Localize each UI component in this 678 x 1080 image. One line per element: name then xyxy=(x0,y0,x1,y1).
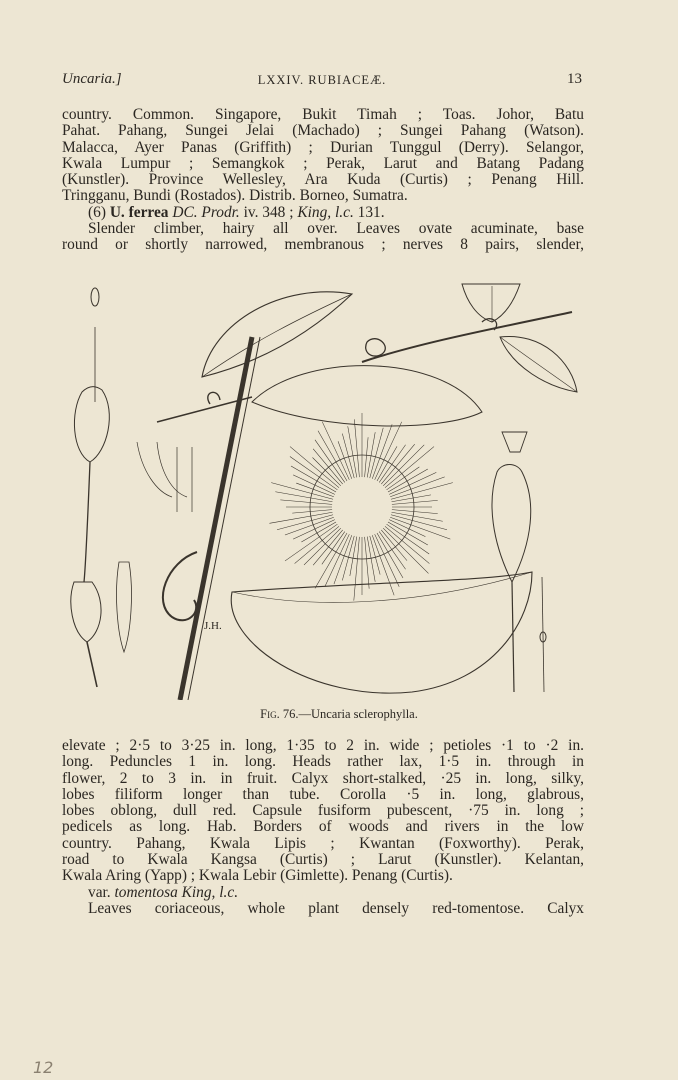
variety-name: tomentosa King, l.c. xyxy=(114,883,239,901)
figure-caption xyxy=(0,707,678,722)
text-line: Kwala Aring (Yapp) ; Kwala Lebir (Gimlette). Penang (Curtis). xyxy=(62,867,453,885)
text-line: pedicels as long. Hab. Borders of woods and rivers in the low xyxy=(62,818,584,836)
text-line: elevate ; 2·5 to 3·25 in. long, 1·35 to 2 in. wide ; petioles ·1 to ·2 in. xyxy=(62,737,584,754)
species-king-page: 131. xyxy=(353,203,385,221)
species-ref: iv. 348 ; xyxy=(239,203,298,221)
margin-note: 12 xyxy=(33,1058,54,1077)
text-line: Slender climber, hairy all over. Leaves ovate acuminate, base xyxy=(88,220,584,238)
variety-label: var. xyxy=(88,883,115,901)
figure-caption-text: —Uncaria sclerophylla. xyxy=(298,707,418,721)
bottom-text-block xyxy=(62,738,584,917)
text-line: long. Peduncles 1 in. long. Heads rather lax, 1·5 in. through in xyxy=(62,753,584,771)
running-header xyxy=(62,71,582,91)
page-number: 13 xyxy=(567,71,582,87)
text-line: Malacca, Ayer Panas (Griffith) ; Durian Tunggul (Derry). Selangor, xyxy=(62,138,584,156)
text-line: round or shortly narrowed, membranous ; nerves 8 pairs, slender, xyxy=(62,236,584,254)
text-line: road to Kwala Kangsa (Curtis) ; Larut (Kunstler). Kelantan, xyxy=(62,851,584,869)
artist-initials: J.H. xyxy=(204,620,222,632)
text-line: lobes filiform longer than tube. Corolla ·5 in. long, glabrous, xyxy=(62,785,584,803)
text-line: Tringganu, Bundi (Rostados). Distrib. Borneo, Sumatra. xyxy=(62,187,408,205)
header-family: LXXIV. RUBIACEÆ. xyxy=(257,73,387,87)
species-author: DC. Prodr. xyxy=(172,203,240,221)
species-number: (6) xyxy=(88,203,106,221)
header-genus: Uncaria.] xyxy=(62,71,122,87)
text-line: country. Common. Singapore, Bukit Timah ; Toas. Johor, Batu xyxy=(62,106,584,123)
top-text-block xyxy=(62,107,584,254)
species-heading xyxy=(62,205,584,221)
text-line: (Kunstler). Province Wellesley, Ara Kuda (Curtis) ; Penang Hill. xyxy=(62,171,584,189)
text-line: Leaves coriaceous, whole plant densely red-tomentose. Calyx xyxy=(88,899,584,917)
figure-label: Fig. 76. xyxy=(260,707,299,721)
text-line: Kwala Lumpur ; Semangkok ; Perak, Larut and Batang Padang xyxy=(62,154,584,172)
text-line: country. Pahang, Kwala Lipis ; Kwantan (Foxworthy). Perak, xyxy=(62,834,584,852)
text-line: lobes oblong, dull red. Capsule fusiform pubescent, ·75 in. long ; xyxy=(62,802,584,820)
text-line: flower, 2 to 3 in. in fruit. Calyx short-stalked, ·25 in. long, silky, xyxy=(62,769,584,787)
variety-heading xyxy=(62,885,584,901)
species-king-ref: King, l.c. xyxy=(297,203,354,221)
text-line: Pahat. Pahang, Sungei Jelai (Machado) ; Sungei Pahang (Watson). xyxy=(62,122,584,140)
species-name: U. ferrea xyxy=(109,203,169,221)
botanical-illustration xyxy=(62,282,582,700)
